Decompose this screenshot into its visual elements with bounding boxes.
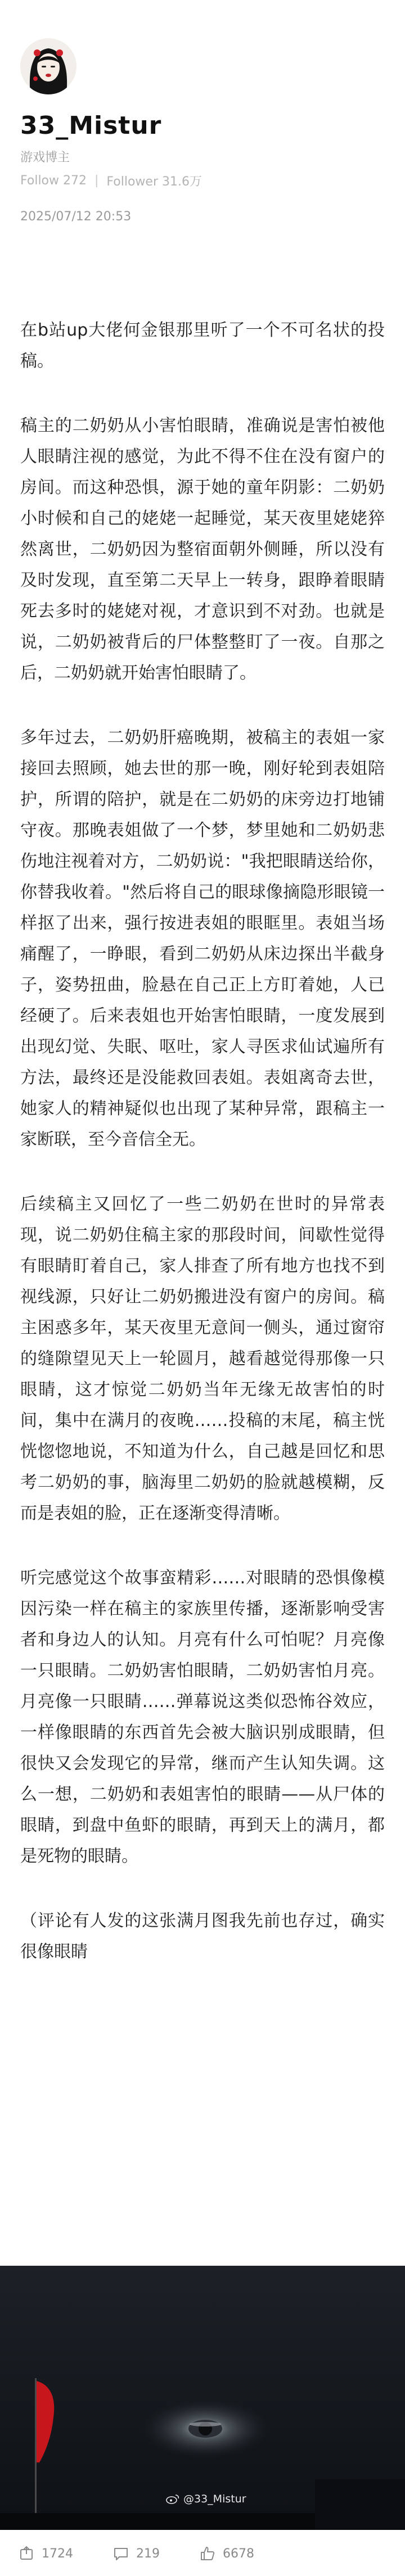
post-paragraph: 在b站up大佬何金银那里听了一个不可名状的投稿。 (20, 320, 385, 371)
post-body (20, 315, 385, 2001)
profile-header (20, 38, 385, 224)
avatar[interactable] (20, 38, 76, 94)
follower-count[interactable]: Follower 31.6万 (106, 175, 202, 189)
post-paragraph: 稿主的二奶奶从小害怕眼睛，准确说是害怕被他人眼睛注视的感觉，为此不得不住在没有窗户的房间。而这种恐惧，源于她的童年阴影：二奶奶小时候和自己的姥姥一起睡觉，某天夜里姥姥猝然离世，二奶奶因为整宿面朝外侧睡，所以没有及时发现，直至第二天早上一转身，跟睁着眼睛死去多时的姥姥对视，才意识到不对劲。也就是说，二奶奶被背后的尸体整整盯了一夜。自那之后，二奶奶就开始害怕眼睛了。 (20, 416, 385, 683)
post-paragraph: （评论有人发的这张满月图我先前也存过，确实很像眼睛 (20, 1911, 385, 1962)
comment-count: 219 (136, 2546, 160, 2561)
follow-count[interactable]: Follow 272 (20, 174, 87, 188)
share-button[interactable] (18, 2545, 73, 2562)
like-button[interactable] (199, 2545, 254, 2562)
image-watermark (165, 2493, 246, 2505)
post-paragraph: 后续稿主又回忆了一些二奶奶在世时的异常表现，说二奶奶住稿主家的那段时间，间歇性觉得有眼睛盯着自己，家人排查了所有地方也找不到视线源，只好让二奶奶搬进没有窗户的房间。稿主困惑多年，某天夜里无意间一侧头，通过窗帘的缝隙望见天上一轮圆月，越看越觉得那像一只眼睛，这才惊觉二奶奶当年无缘无故害怕的时间，集中在满月的夜晚……投稿的末尾，稿主恍恍惚惚地说，不知道为什么，自己越是回忆和思考二奶奶的事，脑海里二奶奶的脸就越模糊，反而是表姐的脸，正在逐渐变得清晰。 (20, 1194, 385, 1523)
comment-icon (112, 2545, 129, 2562)
comment-button[interactable] (112, 2545, 160, 2562)
post-action-bar (0, 2531, 405, 2576)
weibo-icon (165, 2493, 180, 2505)
full-moon-photo[interactable] (0, 2266, 405, 2530)
post-paragraph: 多年过去，二奶奶肝癌晚期，被稿主的表姐一家接回去照顾，她去世的那一晚，刚好轮到表姐陪护，所谓的陪护，就是在二奶奶的床旁边打地铺守夜。那晚表姐做了一个梦，梦里她和二奶奶悲伤地注视着对方，二奶奶说："我把眼睛送给你，你替我收着。"然后将自己的眼球像摘隐形眼镜一样抠了出来，强行按进表姐的眼眶里。表姐当场痛醒了，一睁眼，看到二奶奶从床边探出半截身子，姿势扭曲，脸悬在自己正上方盯着她，人已经硬了。后来表姐也开始害怕眼睛，一度发展到出现幻觉、失眠、呕吐，家人寻医求仙试遍所有方法，最终还是没能救回表姐。表姐离奇去世，她家人的精神疑似也出现了某种异常，跟稿主一家断联，至今音信全无。 (20, 728, 385, 1149)
like-icon (199, 2545, 216, 2562)
share-icon (18, 2545, 35, 2562)
user-subtitle: 游戏博主 (20, 151, 70, 165)
follow-stats (20, 172, 385, 189)
like-count: 6678 (223, 2546, 254, 2561)
username[interactable]: 33_Mistur (20, 111, 162, 140)
share-count: 1724 (42, 2546, 73, 2561)
post-paragraph: 听完感觉这个故事蛮精彩……对眼睛的恐惧像模因污染一样在稿主的家族里传播，逐渐影响受害者和身边人的认知。月亮有什么可怕呢？月亮像一只眼睛。二奶奶害怕眼睛，二奶奶害怕月亮。月亮像一只眼睛……弹幕说这类似恐怖谷效应，一样像眼睛的东西首先会被大脑识别成眼睛，但很快又会发现它的异常，继而产生认知失调。这么一想，二奶奶和表姐害怕的眼睛——从尸体的眼睛，到盘中鱼虾的眼睛，再到天上的满月，都是死物的眼睛。 (20, 1568, 385, 1866)
watermark-text: @33_Mistur (183, 2493, 246, 2505)
post-timestamp: 2025/07/12 20:53 (20, 210, 132, 224)
stats-separator: | (94, 174, 99, 188)
night-sky-image (0, 2266, 405, 2530)
